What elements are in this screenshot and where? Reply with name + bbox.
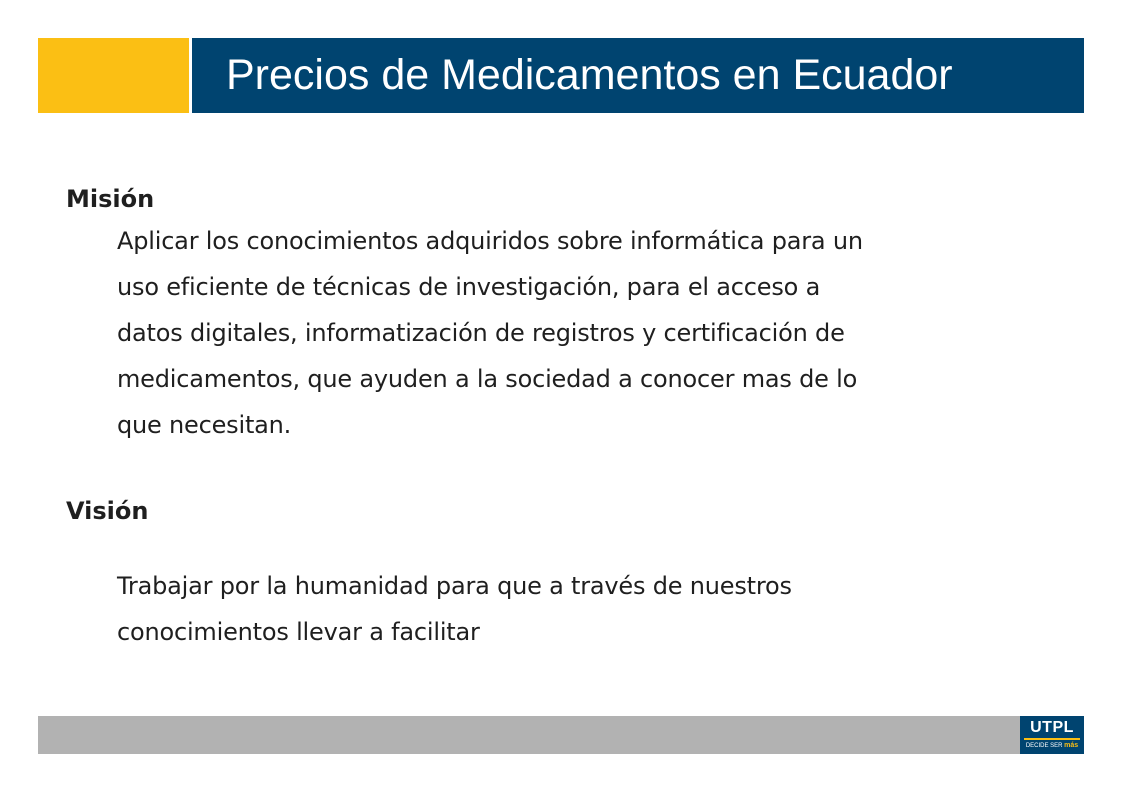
logo-tagline-emphasis: más <box>1064 742 1079 749</box>
mision-text <box>66 218 1076 448</box>
vision-line: conocimientos llevar a facilitar <box>117 618 480 646</box>
mision-line: datos digitales, informatización de registros y certificación de <box>117 319 845 347</box>
footer-bar <box>38 716 1084 754</box>
mision-section <box>66 180 1076 448</box>
logo-tagline-prefix: DECIDE SER <box>1025 743 1065 749</box>
vision-section <box>66 492 1076 655</box>
utpl-logo <box>1020 716 1084 754</box>
header-bar <box>192 38 1084 113</box>
mision-line: uso eficiente de técnicas de investigación, para el acceso a <box>117 273 821 301</box>
vision-text <box>66 563 1076 655</box>
mision-line: medicamentos, que ayuden a la sociedad a conocer mas de lo <box>117 365 858 393</box>
vision-line: Trabajar por la humanidad para que a través de nuestros <box>117 572 792 600</box>
logo-rule <box>1024 738 1080 740</box>
mision-heading: Misión <box>66 185 155 213</box>
logo-tagline <box>1026 742 1078 750</box>
mision-line: Aplicar los conocimientos adquiridos sobre informática para un <box>117 227 863 255</box>
header-accent-block <box>38 38 189 113</box>
vision-heading: Visión <box>66 497 149 525</box>
slide-title: Precios de Medicamentos en Ecuador <box>226 51 953 99</box>
logo-wordmark: UTPL <box>1030 719 1074 736</box>
mision-line: que necesitan. <box>117 411 292 439</box>
slide-content <box>66 180 1076 655</box>
